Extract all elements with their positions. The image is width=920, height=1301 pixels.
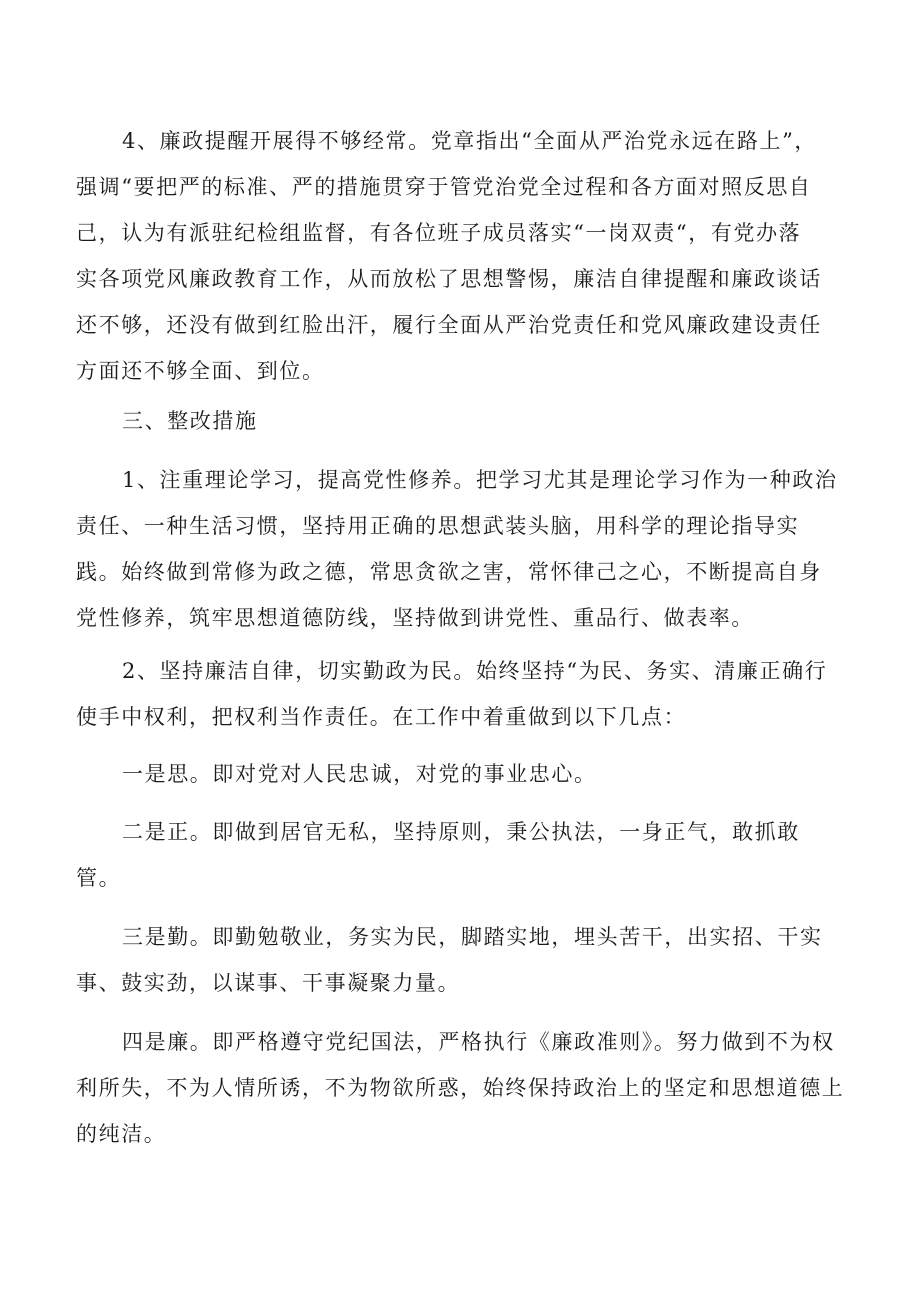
paragraph-lilun-xuexi — [76, 457, 866, 641]
text-line: 二是正。即做到居官无私，坚持原则，秉公执法，一身正气，敢抓敢 — [122, 820, 800, 844]
text-line: 责任、一种生活习惯，坚持用正确的思想武装头脑，用科学的理论指导实 — [76, 514, 800, 538]
text-line: 强调“要把严的标准、严的措施贯穿于管党治党全过程和各方面对照反思自 — [76, 175, 812, 199]
text-line: 管。 — [76, 866, 122, 890]
paragraph-lianjie-zilv — [76, 648, 866, 740]
paragraph-er-shi-zheng — [76, 809, 866, 901]
section-heading-zhenggai-cuoshi — [76, 398, 866, 444]
text-line: 实各项党风廉政教育工作，从而放松了思想警惕，廉洁自律提醒和廉政谈话 — [76, 267, 822, 291]
heading-text: 三、整改措施 — [122, 409, 258, 433]
text-line: 四是廉。即严格遵守党纪国法，严格执行《廉政准则》。努力做到不为权 — [122, 1030, 835, 1054]
text-line: 党性修养，筑牢思想道德防线，坚持做到讲党性、重品行、做表率。 — [76, 606, 754, 630]
text-line: 的纯洁。 — [76, 1122, 167, 1146]
paragraph-san-shi-qin — [76, 914, 866, 1006]
paragraph-yi-shi-si — [76, 751, 866, 797]
text-line: 事、鼓实劲，以谋事、干事凝聚力量。 — [76, 971, 461, 995]
paragraph-lianzheng-tixing — [76, 118, 866, 394]
text-line: 己，认为有派驻纪检组监督，有各位班子成员落实“一岗双责“，有党办落 — [76, 221, 802, 245]
text-line: 使手中权利，把权利当作责任。在工作中着重做到以下几点： — [76, 705, 687, 729]
text-line: 方面还不够全面、到位。 — [76, 359, 325, 383]
text-line: 三是勤。即勤勉敬业，务实为民，脚踏实地，埋头苦干，出实招、干实 — [122, 925, 823, 949]
text-line: 1、注重理论学习，提高党性修养。把学习尤其是理论学习作为一种政治 — [122, 468, 838, 492]
text-line: 2、坚持廉洁自律，切实勤政为民。始终坚持“为民、务实、清廉正确行 — [122, 659, 828, 683]
text-line: 践。始终做到常修为政之德，常思贪欲之害，常怀律己之心，不断提高自身 — [76, 560, 822, 584]
text-line: 还不够，还没有做到红脸出汗，履行全面从严治党责任和党风廉政建设责任 — [76, 313, 822, 337]
text-line: 利所失，不为人情所诱，不为物欲所惑，始终保持政治上的坚定和思想道德上 — [76, 1076, 845, 1100]
text-line: 一是思。即对党对人民忠诚，对党的事业忠心。 — [122, 762, 597, 786]
text-line: 4、廉政提醒开展得不够经常。党章指出“全面从严治党永远在路上”， — [122, 129, 818, 153]
paragraph-si-shi-lian — [76, 1019, 866, 1157]
